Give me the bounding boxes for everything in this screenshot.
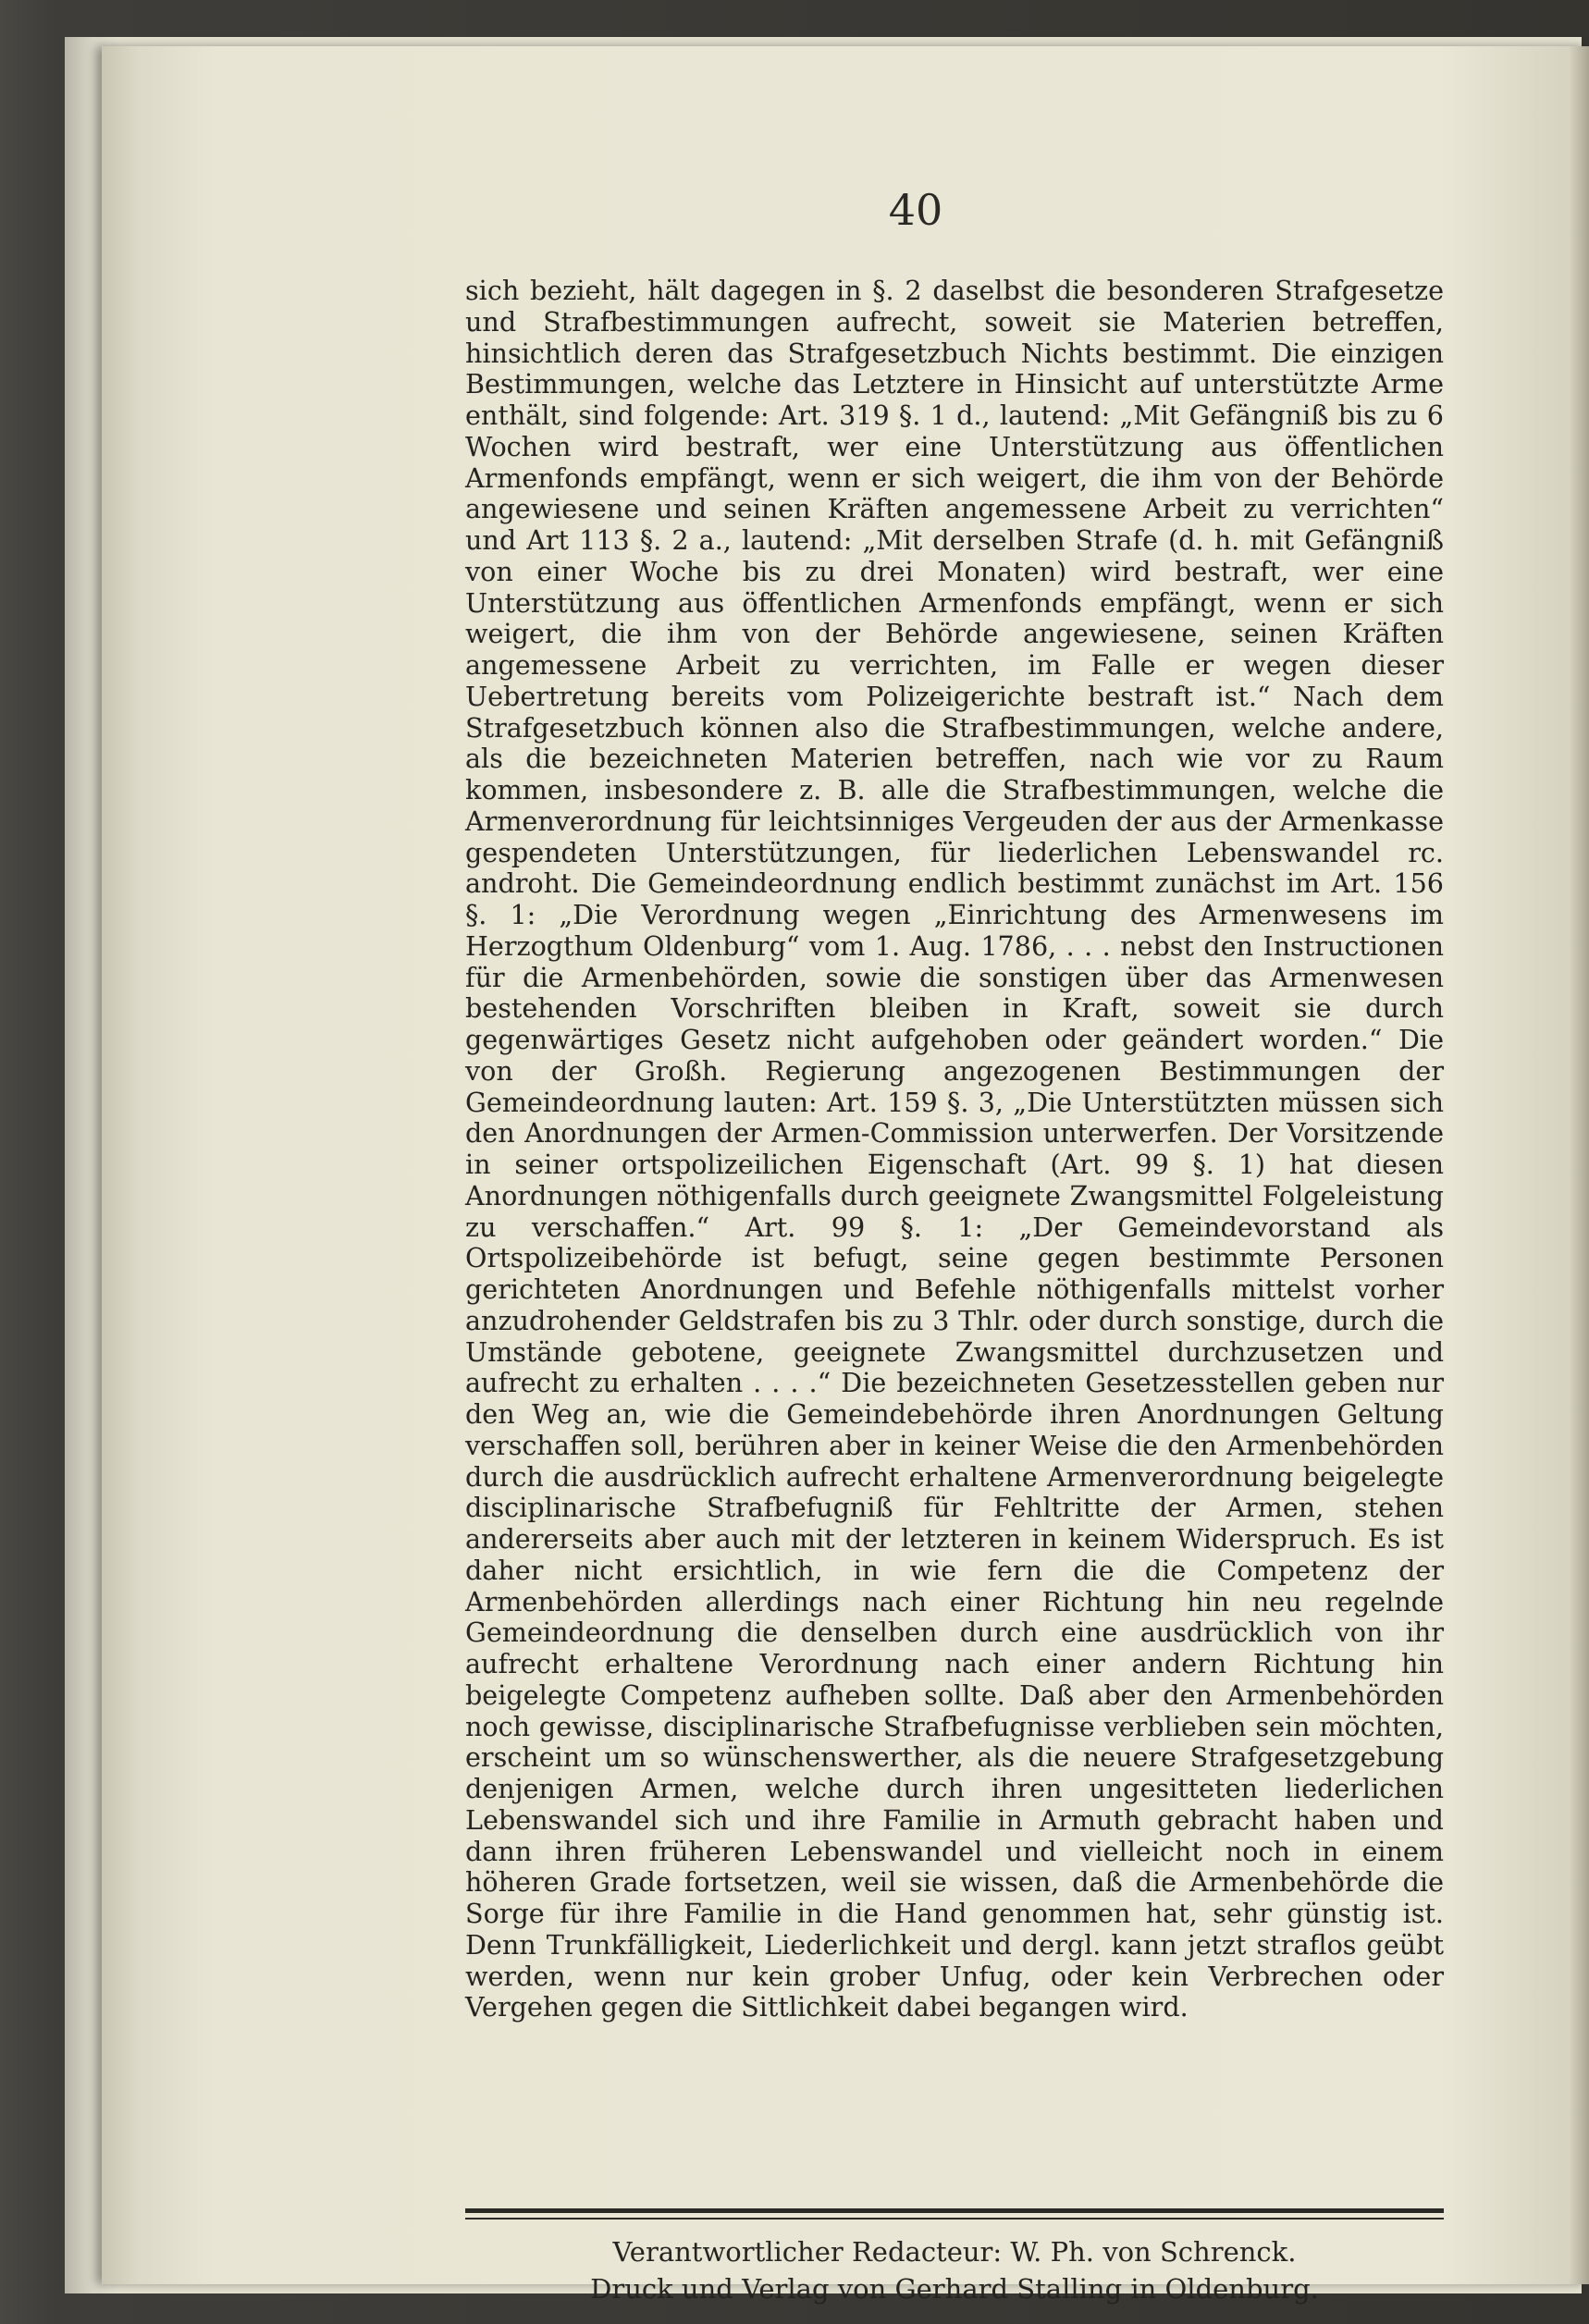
editor-credit: Verantwortlicher Redacteur: W. Ph. von Schrenck. <box>612 2236 1297 2268</box>
footer-rules <box>465 2208 1444 2219</box>
footer-rule-thin <box>465 2218 1444 2219</box>
page-number: 40 <box>888 185 943 235</box>
footer-rule-thick <box>465 2208 1444 2213</box>
printer-credit: Druck und Verlag von Gerhard Stalling in Oldenburg. <box>590 2273 1319 2305</box>
page-edge-shadow <box>1569 46 1589 2284</box>
body-paragraph: sich bezieht, hält dagegen in §. 2 daselbst die besonderen Strafgesetze und Strafbestimmungen aufrecht, soweit sie Materien betreffen, hinsichtlich deren das Strafgesetzbuch Nichts bestimmt. Die einzigen Bestimmungen, welche das Letztere in Hinsicht auf unterstützte Arme enthält, sind folgende: Art. 319 §. 1 d., lautend: „Mit Gefängniß bis zu 6 Wochen wird bestraft, wer eine Unterstützung aus öffentlichen Armenfonds empfängt, wenn er sich weigert, die ihm von der Behörde angewiesene und seinen Kräften angemessene Arbeit zu verrichten“ und Art 113 §. 2 a., lautend: „Mit derselben Strafe (d. h. mit Gefängniß von einer Woche bis zu drei Monaten) wird bestraft, wer eine Unterstützung aus öffentlichen Armenfonds empfängt, wenn er sich weigert, die ihm von der Behörde angewiesene, seinen Kräften angemessene Arbeit zu verrichten, im Falle er wegen dieser Uebertretung bereits vom Polizeigerichte bestraft ist.“ Nach dem Strafgesetzbuch können also die Strafbestimmungen, welche andere, als die bezeichneten Materien betreffen, nach wie vor zu Raum kommen, insbesondere z. B. alle die Strafbestimmungen, welche die Armenverordnung für leichtsinniges Vergeuden der aus der Armenkasse gespendeten Unterstützungen, für liederlichen Lebenswandel rc. androht. Die Gemeindeordnung endlich bestimmt zunächst im Art. 156 §. 1: „Die Verordnung wegen „Einrichtung des Armenwesens im Herzogthum Oldenburg“ vom 1. Aug. 1786, . . . nebst den Instructionen für die Armenbehörden, sowie die sonstigen über das Armenwesen bestehenden Vorschriften bleiben in Kraft, soweit sie durch gegenwärtiges Gesetz nicht aufgehoben oder geändert worden.“ Die von der Großh. Regierung angezogenen Bestimmungen der Gemeindeordnung lauten: Art. 159 §. 3, „Die Unterstützten müssen sich den Anordnungen der Armen-Commission unterwerfen. Der Vorsitzende in seiner ortspolizeilichen Eigenschaft (Art. 99 §. 1) hat diesen Anordnungen nöthigenfalls durch geeignete Zwangsmittel Folgeleistung zu verschaffen.“ Art. 99 §. 1: „Der Gemeindevorstand als Ortspolizeibehörde ist befugt, seine gegen bestimmte Personen gerichteten Anordnungen und Befehle nöthigenfalls mittelst vorher anzudrohender Geldstrafen bis zu 3 Thlr. oder durch sonstige, durch die Umstände gebotene, geeignete Zwangsmittel durchzusetzen und aufrecht zu erhalten . . . .“ Die bezeichneten Gesetzesstellen geben nur den Weg an, wie die Gemeindebehörde ihren Anordnungen Geltung verschaffen soll, berühren aber in keiner Weise die den Armenbehörden durch die ausdrücklich aufrecht erhaltene Armenverordnung beigelegte disciplinarische Strafbefugniß für Fehltritte der Armen, stehen andererseits aber auch mit der letzteren in keinem Widerspruch. Es ist daher nicht ersichtlich, in wie fern die die Competenz der Armenbehörden allerdings nach einer Richtung hin neu regelnde Gemeindeordnung die denselben durch eine ausdrücklich von ihr aufrecht erhaltene Verordnung nach einer andern Richtung hin beigelegte Competenz aufheben sollte. Daß aber den Armenbehörden noch gewisse, disciplinarische Strafbefugnisse verblieben sein möchten, erscheint um so wünschenswerther, als die neuere Strafgesetzgebung denjenigen Armen, welche durch ihren ungesitteten liederlichen Lebenswandel sich und ihre Familie in Armuth gebracht haben und dann ihren früheren Lebenswandel und vielleicht noch in einem höheren Grade fortsetzen, weil sie wissen, daß die Armenbehörde die Sorge für ihre Familie in die Hand genommen hat, sehr günstig ist. Denn Trunkfälligkeit, Liederlichkeit und dergl. kann jetzt straflos geübt werden, wenn nur kein grober Unfug, oder kein Verbrechen oder Vergehen gegen die Sittlichkeit dabei begangen wird. <box>465 275 1444 2023</box>
